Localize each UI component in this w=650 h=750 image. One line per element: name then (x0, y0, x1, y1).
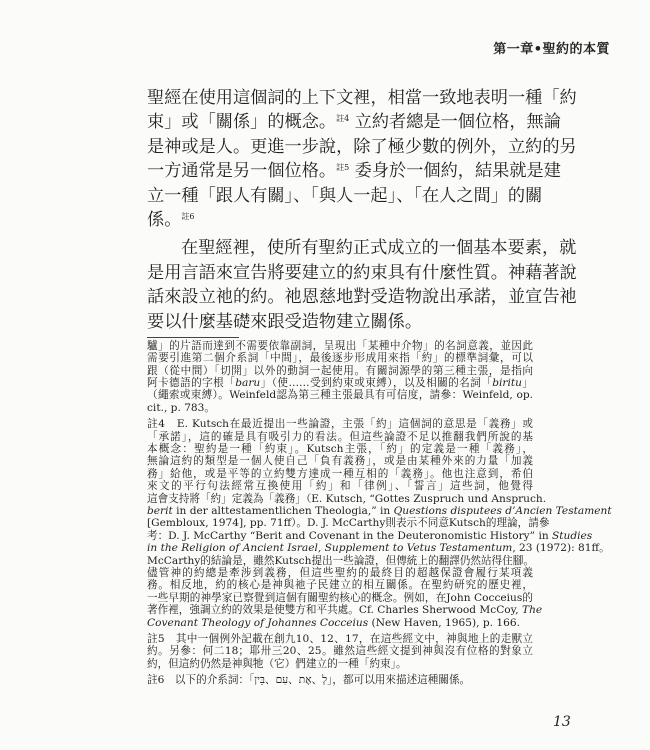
text-line (147, 674, 533, 686)
text-line (147, 645, 533, 657)
text-line (147, 159, 561, 183)
text-line (147, 592, 533, 604)
text-segment: 」 (521, 377, 533, 390)
text-segment: 立一種「跟人有關」、「與人一起」、「在人之間」的關 (147, 185, 543, 206)
text-segment: biritu (492, 377, 522, 390)
text-line (147, 377, 533, 389)
text-line (147, 365, 533, 377)
text-segment: 」（使……受到約束或束縛），以及相關的名詞「 (260, 377, 493, 390)
text-line (147, 468, 533, 480)
text-segment: 跟（從中間）「切開」以外的動詞一起使用。有關詞源學的第三種主張，是指向 (147, 364, 533, 377)
text-line (147, 352, 533, 364)
text-segment: 束」或「關係」的概念。 (147, 112, 337, 133)
text-segment: 無論這約的類型是一個人使自己「負有義務」，或是由某種外來的力量「加義 (147, 455, 533, 468)
text-segment: 一方通常是另一個位格。 (147, 161, 337, 182)
text-line (147, 110, 561, 134)
text-segment: 考：D. J. McCarthy “Berit and Covenant in the Deuteronomistic History” in (147, 529, 553, 542)
text-segment: 委身於一個約，結果就是建 (349, 161, 561, 182)
footnote-ref: 註6 (181, 211, 195, 221)
text-segment: 註4 E. Kutsch在最近提出一些論證，主張「約」這個詞的意思是「義務」或 (147, 418, 533, 431)
text-segment: 「承諾」，這的確是具有吸引力的看法。但這些論證不足以推翻我們所說的基 (147, 430, 533, 443)
text-segment: （繩索或束縛）。Weinfeld認為第三種主張最具有可信度，請參：Weinfeld, op. (147, 389, 533, 402)
text-line (147, 236, 577, 260)
text-segment: 務」給他，或是平等的立約雙方達成一種互相的「義務」。他也注意到，希伯 (147, 467, 533, 480)
footnote-divider (147, 337, 239, 338)
text-line (147, 310, 533, 334)
main-text (147, 86, 577, 334)
text-line (147, 455, 533, 467)
text-line (147, 389, 533, 401)
text-segment: 是神或是人。更進一步說，除了極少數的例外，立約的另 (147, 136, 577, 157)
page-column (147, 86, 612, 690)
page-number: 13 (553, 714, 571, 730)
text-line (147, 658, 533, 670)
footnote (147, 674, 533, 686)
text-line (147, 504, 612, 517)
text-line (147, 517, 550, 530)
text-line (147, 261, 577, 285)
text-segment: 來文的平行句法經常互換使用「約」和「律例」、「誓言」這些詞，他覺得 (147, 480, 533, 493)
text-segment: McCarthy的結論是，雖然Kutsch提出一些論證，但傳統上的翻譯仍然站得住腳。 (147, 554, 534, 567)
footnote-ref: 註5 (336, 163, 350, 173)
text-line (147, 285, 577, 309)
text-line (147, 579, 533, 591)
text-segment: Studies (552, 529, 593, 542)
text-segment: 著作裡，強調立約的效果是使雙方和平共處。Cf. Charles Sherwood McCoy, (147, 604, 522, 617)
text-segment: 在聖經裡，使所有聖約正式成立的一個基本要素，就 (181, 238, 577, 259)
text-line (147, 492, 547, 505)
text-line (147, 555, 533, 567)
text-segment: 註6 以下的介系詞：「לְ、אֶת、עִם、בֵּין」，都可以用來描述這種關係。 (147, 674, 471, 687)
text-line (147, 443, 533, 455)
paragraph-1 (147, 86, 577, 232)
text-line (147, 208, 533, 232)
footnote (147, 340, 533, 414)
text-line (147, 480, 533, 492)
text-line (147, 86, 577, 110)
text-segment: 阿卡德語的字根「 (147, 377, 236, 390)
text-line (147, 340, 533, 352)
text-segment: Covenant Theology of Johannes Cocceius (147, 616, 369, 629)
text-segment: 是用言語來宣告將要建立的約束具有什麼性質。神藉著說 (147, 262, 577, 283)
text-segment: in the Religion of Ancient Israel, Supplement to Vetus Testamentum (147, 542, 513, 555)
text-segment: 話來設立祂的約。祂恩慈地對受造物說出承諾，並宣告祂 (147, 287, 577, 308)
text-line (147, 633, 533, 645)
text-segment: baru (235, 377, 261, 390)
paragraph-2 (147, 236, 577, 334)
text-segment: 約，但這約仍然是神與牠（它）們建立的一種「約束」。 (147, 657, 407, 670)
text-segment: 驢」的片語而達到不需要依靠副詞，呈現出「某種中介物」的名詞意義，並因此 (147, 339, 533, 352)
text-line (147, 135, 577, 159)
text-line (147, 529, 593, 542)
text-segment: (New Haven, 1965), p. 166. (368, 616, 520, 629)
text-segment: Questions disputees d’Ancien Testament (393, 504, 612, 517)
text-line (147, 184, 543, 208)
text-segment: 約。另參：何二18；耶卅三20、25。雖然這些經文提到神與沒有位格的對象立 (147, 645, 533, 658)
text-line (147, 418, 533, 430)
text-line (147, 431, 533, 443)
text-segment: 務。相反地，約的核心是神與祂子民建立的相互關係。在聖約研究的歷史裡， (147, 579, 533, 592)
text-segment: 立約者總是一個位格，無論 (349, 112, 561, 133)
text-line (147, 542, 610, 555)
text-segment: in der alttestamentlichen Theologia,” in (172, 504, 394, 517)
text-line (147, 402, 533, 414)
text-segment: , 23 (1972): 81ff。 (512, 542, 610, 555)
text-segment: 聖經在使用這個詞的上下文裡，相當一致地表明一種「約 (147, 88, 577, 108)
text-line (147, 567, 533, 579)
footnote (147, 633, 533, 670)
text-segment: 本概念：聖約是一種「約束」。Kutsch主張，「約」的定義是一種「義務」， (147, 443, 533, 456)
text-segment: 需要引進第二個介系詞「中間」，最後逐步形成用來指「約」的標準詞彙，可以 (147, 352, 533, 365)
text-segment: berit (147, 504, 173, 517)
text-segment: 要以什麼基礎來跟受造物建立關係。 (147, 311, 423, 332)
footnotes (147, 339, 612, 687)
footnote (147, 418, 612, 629)
text-segment: The (522, 604, 543, 617)
text-segment: 儘管神的約總是牽涉到義務，但這些聖約的最終目的超越保證會履行某項義 (147, 566, 533, 579)
text-line (147, 617, 533, 629)
text-segment: [Gembloux, 1974], pp. 71ff）。D. J. McCarthy則表示不同意Kutsch的理論，請參 (147, 517, 550, 530)
text-segment: 註5 其中一個例外記載在創九10、12、17，在這些經文中，神與地上的走獸立 (147, 632, 533, 645)
text-segment: cit., p. 783。 (147, 401, 216, 414)
running-header: 第一章•聖約的本質 (493, 42, 610, 57)
footnote-ref: 註4 (336, 114, 350, 124)
text-line (147, 604, 543, 617)
text-segment: 這會支持將「約」定義為「義務」（E. Kutsch, “Gottes Zuspruch und Anspruch. (147, 492, 547, 505)
text-segment: 一些早期的神學家已察覺到這個有關聖約核心的概念。例如，在John Cocceius的 (147, 591, 533, 604)
text-segment: 係。 (147, 209, 182, 230)
